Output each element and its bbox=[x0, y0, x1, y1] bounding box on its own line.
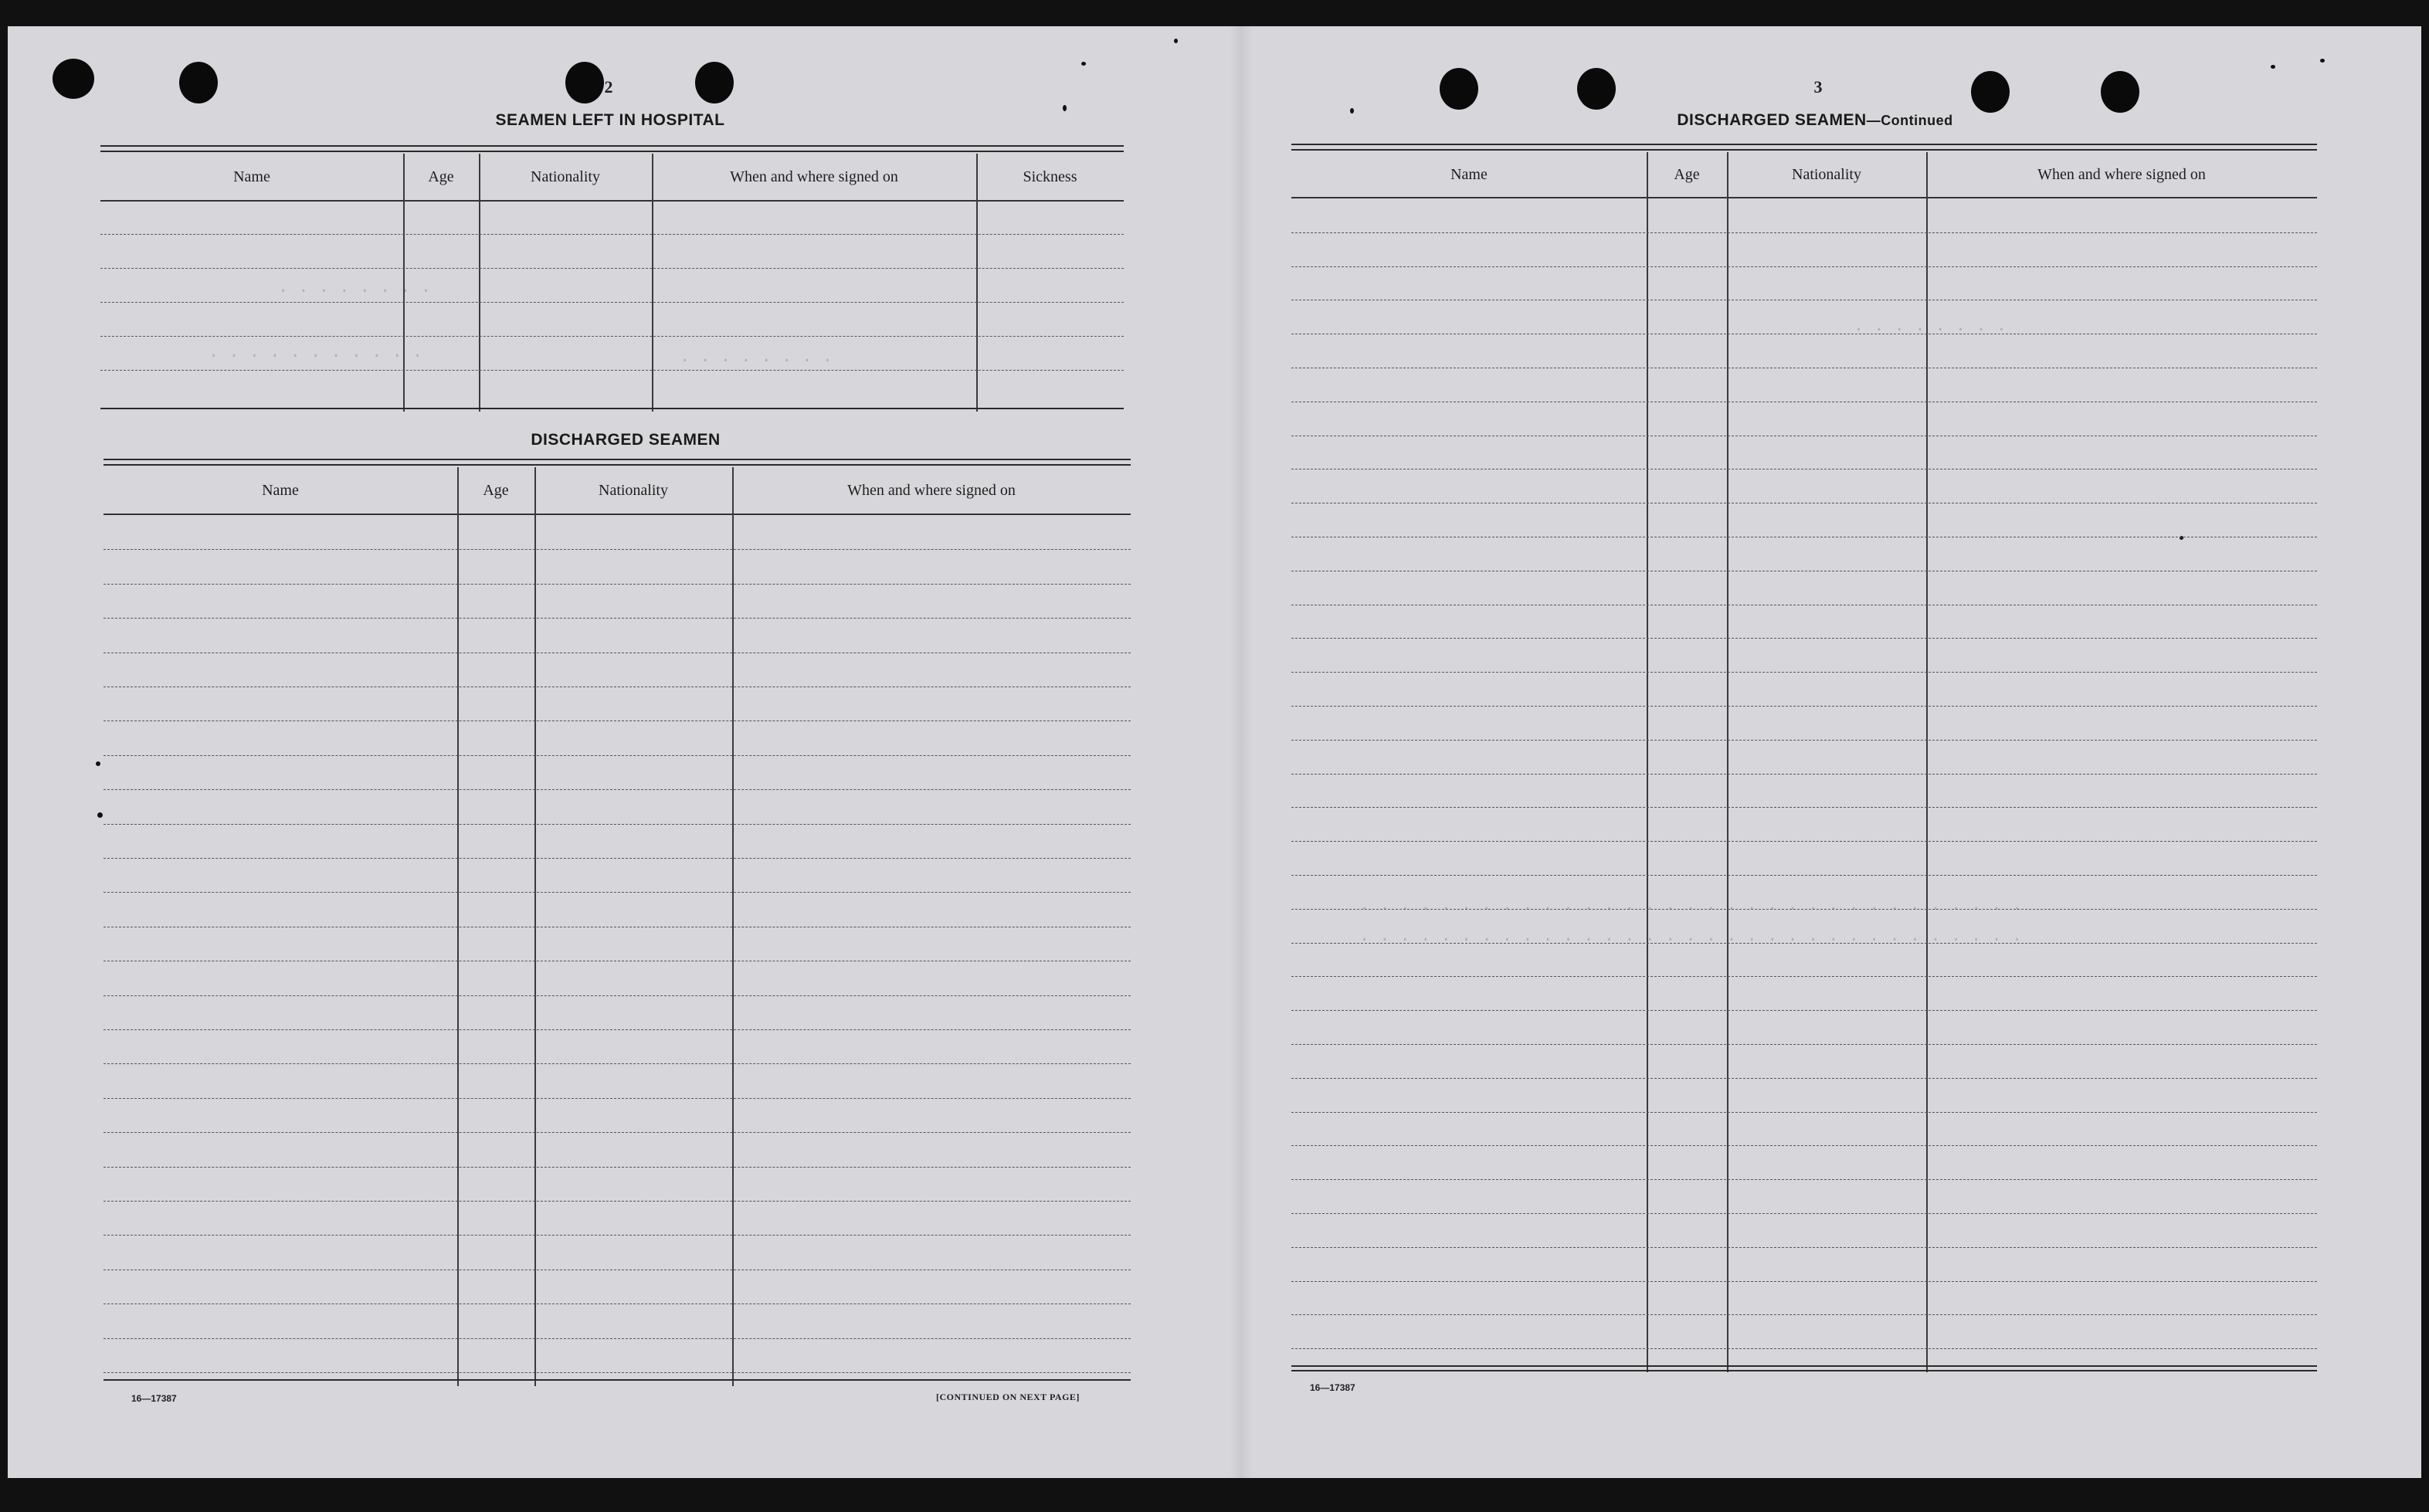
table-row bbox=[1291, 1314, 2317, 1315]
column-header-signed-on: When and where signed on bbox=[730, 168, 898, 185]
bleed-through: . . . . . . . . bbox=[278, 278, 432, 297]
column-header-age: Age bbox=[428, 168, 454, 185]
column-header-nationality: Nationality bbox=[531, 168, 600, 185]
table-row bbox=[1291, 1247, 2317, 1248]
table-row bbox=[1291, 807, 2317, 808]
speck bbox=[96, 761, 100, 766]
title-main: DISCHARGED SEAMEN bbox=[1677, 111, 1867, 129]
center-fold bbox=[1230, 26, 1253, 1478]
title-suffix: —Continued bbox=[1866, 113, 1953, 128]
punch-hole bbox=[1440, 68, 1478, 110]
column-header-signed-on: When and where signed on bbox=[847, 481, 1016, 499]
table-row bbox=[103, 618, 1131, 619]
column-header-age: Age bbox=[1674, 165, 1700, 183]
speck bbox=[2271, 65, 2275, 69]
table-row bbox=[1291, 740, 2317, 741]
punch-hole bbox=[1577, 68, 1616, 110]
punch-hole bbox=[179, 62, 218, 103]
table-row bbox=[1291, 1281, 2317, 1282]
column-header-name: Name bbox=[262, 481, 299, 499]
table-row bbox=[1291, 1112, 2317, 1113]
table-row bbox=[103, 584, 1131, 585]
table-row bbox=[100, 336, 1124, 337]
table-row bbox=[1291, 875, 2317, 876]
hospital-section-title: SEAMEN LEFT IN HOSPITAL bbox=[495, 111, 725, 129]
table-row bbox=[1291, 1213, 2317, 1214]
discharged-section-title-left: DISCHARGED SEAMEN bbox=[531, 431, 721, 449]
table-row bbox=[103, 1132, 1131, 1133]
bleed-through: . . . . . . . . . . . . . . . . . . . . . . . . . . . . . . . . . bbox=[1359, 927, 2023, 946]
table-row bbox=[1291, 672, 2317, 673]
table-row bbox=[103, 824, 1131, 825]
column-header-name: Name bbox=[1450, 165, 1488, 183]
table-row bbox=[100, 370, 1124, 371]
table-row bbox=[1291, 976, 2317, 977]
table-row bbox=[1291, 232, 2317, 233]
table-row bbox=[103, 1063, 1131, 1064]
table-row bbox=[1291, 774, 2317, 775]
table-row bbox=[103, 1338, 1131, 1339]
table-row bbox=[1291, 1044, 2317, 1045]
table-row bbox=[103, 858, 1131, 859]
page-number-left: 2 bbox=[604, 77, 613, 97]
column-header-nationality: Nationality bbox=[1792, 165, 1861, 183]
table-row bbox=[1291, 638, 2317, 639]
bleed-through: . . . . . . . . bbox=[680, 347, 833, 367]
table-row bbox=[103, 1201, 1131, 1202]
speck bbox=[97, 812, 103, 818]
column-header-nationality: Nationality bbox=[599, 481, 668, 499]
table-row bbox=[103, 1372, 1131, 1373]
table-row bbox=[1291, 1145, 2317, 1146]
punch-hole bbox=[695, 62, 734, 103]
discharged-table-right bbox=[1291, 144, 2317, 1373]
discharged-table-left bbox=[103, 459, 1131, 1387]
column-header-age: Age bbox=[483, 481, 509, 499]
table-row bbox=[1291, 266, 2317, 267]
table-row bbox=[103, 1167, 1131, 1168]
punch-hole bbox=[1971, 71, 2010, 113]
form-number-left: 16—17387 bbox=[131, 1393, 177, 1404]
table-row bbox=[103, 1029, 1131, 1030]
table-row bbox=[1291, 841, 2317, 842]
table-row bbox=[103, 549, 1131, 550]
speck bbox=[1063, 105, 1067, 111]
hospital-table bbox=[100, 145, 1124, 412]
bleed-through: . . . . . . . . bbox=[1854, 317, 2007, 336]
table-row bbox=[103, 789, 1131, 790]
table-row bbox=[103, 995, 1131, 996]
speck bbox=[2320, 59, 2325, 63]
column-header-sickness: Sickness bbox=[1023, 168, 1077, 185]
speck bbox=[1081, 62, 1086, 66]
speck bbox=[1350, 108, 1354, 114]
table-row bbox=[1291, 1010, 2317, 1011]
punch-hole bbox=[2101, 71, 2139, 113]
bleed-through: . . . . . . . . . . . . . . . . . . . . . . . . . . . . . . . . . bbox=[1359, 896, 2023, 915]
table-row bbox=[100, 234, 1124, 235]
table-row bbox=[1291, 909, 2317, 910]
table-row bbox=[1291, 706, 2317, 707]
discharged-section-title-right bbox=[1576, 111, 2054, 130]
punch-hole bbox=[53, 59, 94, 99]
table-row bbox=[103, 1235, 1131, 1236]
table-row bbox=[1291, 1348, 2317, 1349]
table-row bbox=[1291, 1078, 2317, 1079]
speck bbox=[1174, 39, 1178, 43]
column-header-signed-on: When and where signed on bbox=[2037, 165, 2206, 183]
table-row bbox=[103, 720, 1131, 721]
bleed-through: . . . . . . . . . . . bbox=[209, 343, 423, 362]
table-row bbox=[100, 268, 1124, 269]
table-row bbox=[100, 302, 1124, 303]
table-row bbox=[1291, 943, 2317, 944]
table-row bbox=[103, 892, 1131, 893]
column-header-name: Name bbox=[233, 168, 270, 185]
table-row bbox=[1291, 469, 2317, 470]
table-row bbox=[103, 755, 1131, 756]
continued-note: [CONTINUED ON NEXT PAGE] bbox=[936, 1392, 1080, 1402]
form-number-right: 16—17387 bbox=[1310, 1382, 1355, 1393]
table-row bbox=[1291, 1179, 2317, 1180]
page-number-right: 3 bbox=[1813, 77, 1823, 97]
table-row bbox=[103, 1098, 1131, 1099]
